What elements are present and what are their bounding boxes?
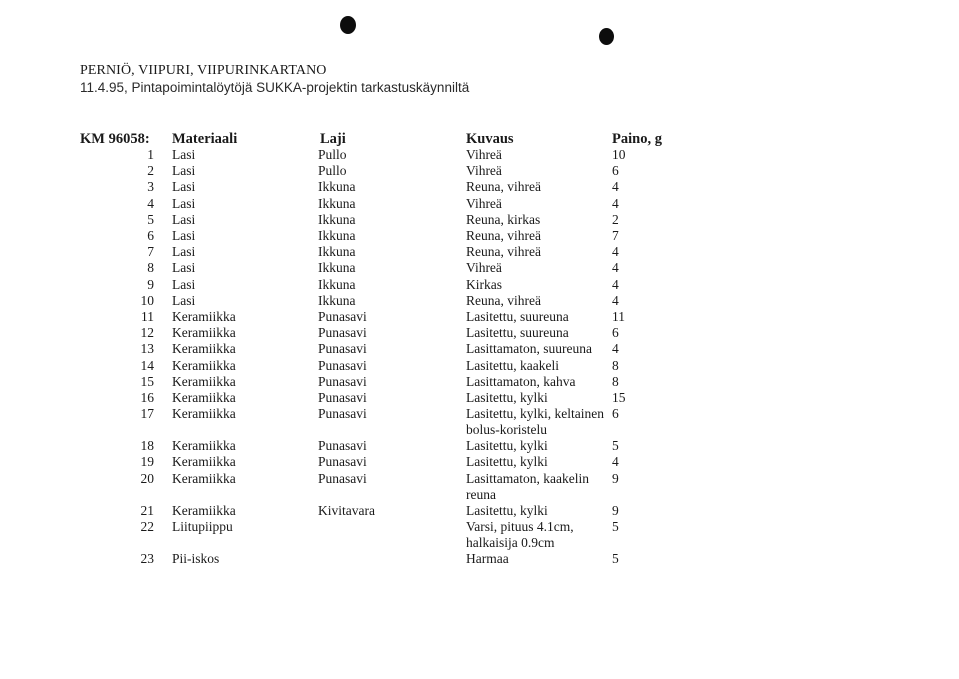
material-cell: Keramiikka <box>172 373 236 389</box>
type-cell: Punasavi <box>318 390 367 405</box>
material-cell: Keramiikka <box>172 357 236 373</box>
description-cell: Lasitettu, kylki <box>466 502 548 518</box>
description-continuation-cell: reuna <box>466 486 496 502</box>
description-cell: Vihreä <box>466 147 502 162</box>
row-number: 19 <box>140 454 154 470</box>
row-number: 9 <box>147 276 154 292</box>
weight-cell: 7 <box>612 228 619 243</box>
material-cell: Keramiikka <box>172 390 236 405</box>
row-number: 5 <box>147 211 154 227</box>
weight-cell: 10 <box>612 147 626 162</box>
type-cell: Kivitavara <box>318 502 375 518</box>
type-cell: Ikkuna <box>318 211 356 227</box>
description-cell: Vihreä <box>466 195 502 211</box>
row-number: 18 <box>140 438 154 454</box>
column-header-paino: Paino, g <box>612 131 662 147</box>
row-number: 2 <box>147 163 154 179</box>
row-number: 8 <box>147 260 154 276</box>
material-cell: Lasi <box>172 260 196 276</box>
row-number: 1 <box>147 147 154 162</box>
row-number: 16 <box>140 390 154 405</box>
catalog-label: KM 96058: <box>80 131 150 147</box>
material-cell: Lasi <box>172 179 196 195</box>
description-cell: Lasittamaton, kahva <box>466 373 576 389</box>
material-cell: Lasi <box>172 244 196 260</box>
weight-cell: 4 <box>612 341 619 357</box>
type-cell: Pullo <box>318 147 347 162</box>
row-number: 20 <box>140 470 154 486</box>
material-cell: Lasi <box>172 195 196 211</box>
material-cell: Keramiikka <box>172 309 236 324</box>
material-cell: Keramiikka <box>172 325 236 341</box>
description-cell: Lasitettu, suureuna <box>466 309 569 324</box>
material-cell: Keramiikka <box>172 341 236 357</box>
page-subtitle: 11.4.95, Pintapoimintalöytöjä SUKKA-projektin tarkastuskäynniltä <box>80 80 470 95</box>
description-cell: Lasittamaton, kaakelin <box>466 470 589 486</box>
weight-cell: 5 <box>612 518 619 534</box>
material-cell: Lasi <box>172 276 196 292</box>
material-cell: Pii-iskos <box>172 550 220 566</box>
description-cell: Lasitettu, kylki <box>466 390 548 405</box>
column-header-kuvaus: Kuvaus <box>466 131 514 147</box>
description-cell: Reuna, vihreä <box>466 228 541 243</box>
material-cell: Lasi <box>172 163 196 179</box>
type-cell: Ikkuna <box>318 179 356 195</box>
row-number: 6 <box>147 228 154 243</box>
weight-cell: 4 <box>612 244 619 260</box>
weight-cell: 8 <box>612 373 619 389</box>
material-cell: Keramiikka <box>172 502 236 518</box>
description-cell: Lasitettu, suureuna <box>466 325 569 341</box>
description-cell: Reuna, vihreä <box>466 179 541 195</box>
row-number: 10 <box>140 292 154 308</box>
material-cell: Keramiikka <box>172 438 236 454</box>
punch-hole-right <box>599 28 614 45</box>
row-number: 12 <box>140 325 154 341</box>
weight-cell: 15 <box>612 390 626 405</box>
row-number: 4 <box>147 195 154 211</box>
material-cell: Keramiikka <box>172 406 236 422</box>
type-cell: Punasavi <box>318 454 367 470</box>
row-number: 14 <box>140 357 154 373</box>
type-cell: Punasavi <box>318 373 367 389</box>
weight-cell: 5 <box>612 550 619 566</box>
row-number: 11 <box>141 309 154 324</box>
weight-cell: 4 <box>612 260 619 276</box>
type-cell: Punasavi <box>318 406 367 422</box>
material-cell: Lasi <box>172 228 196 243</box>
type-cell: Ikkuna <box>318 260 356 276</box>
page-title: PERNIÖ, VIIPURI, VIIPURINKARTANO <box>80 63 327 78</box>
description-cell: Harmaa <box>466 550 509 566</box>
type-cell: Ikkuna <box>318 228 356 243</box>
weight-cell: 4 <box>612 454 619 470</box>
column-header-laji: Laji <box>320 131 346 147</box>
description-cell: Lasitettu, kaakeli <box>466 357 559 373</box>
type-cell: Ikkuna <box>318 244 356 260</box>
description-continuation-cell: bolus-koristelu <box>466 422 547 438</box>
description-cell: Vihreä <box>466 163 502 179</box>
material-cell: Keramiikka <box>172 454 236 470</box>
type-cell: Punasavi <box>318 325 367 341</box>
material-cell: Lasi <box>172 147 196 162</box>
type-cell: Punasavi <box>318 438 367 454</box>
row-number: 22 <box>140 518 154 534</box>
row-number: 13 <box>140 341 154 357</box>
description-continuation-cell: halkaisija 0.9cm <box>466 534 555 550</box>
type-cell: Punasavi <box>318 309 367 324</box>
type-cell: Punasavi <box>318 341 367 357</box>
row-number: 21 <box>140 502 154 518</box>
type-cell: Ikkuna <box>318 292 356 308</box>
row-number: 15 <box>140 373 154 389</box>
punch-hole-left <box>340 16 356 34</box>
type-cell: Ikkuna <box>318 195 356 211</box>
weight-cell: 6 <box>612 163 619 179</box>
material-cell: Lasi <box>172 211 196 227</box>
weight-cell: 8 <box>612 357 619 373</box>
weight-cell: 9 <box>612 470 619 486</box>
description-cell: Vihreä <box>466 260 502 276</box>
description-cell: Reuna, vihreä <box>466 244 541 260</box>
description-cell: Kirkas <box>466 276 502 292</box>
description-cell: Lasitettu, kylki <box>466 454 548 470</box>
column-header-materiaali: Materiaali <box>172 131 238 147</box>
type-cell: Ikkuna <box>318 276 356 292</box>
type-cell: Pullo <box>318 163 347 179</box>
weight-cell: 9 <box>612 502 619 518</box>
weight-cell: 6 <box>612 325 619 341</box>
material-cell: Keramiikka <box>172 470 236 486</box>
description-cell: Reuna, kirkas <box>466 211 541 227</box>
row-number: 3 <box>147 179 154 195</box>
type-cell: Punasavi <box>318 357 367 373</box>
row-number: 17 <box>140 406 154 422</box>
description-cell: Reuna, vihreä <box>466 292 541 308</box>
description-cell: Lasitettu, kylki <box>466 438 548 454</box>
row-number: 23 <box>140 550 154 566</box>
weight-cell: 6 <box>612 406 619 422</box>
description-cell: Lasittamaton, suureuna <box>466 341 592 357</box>
description-cell: Varsi, pituus 4.1cm, <box>466 518 574 534</box>
weight-cell: 4 <box>612 195 619 211</box>
weight-cell: 11 <box>612 309 625 324</box>
weight-cell: 5 <box>612 438 619 454</box>
material-cell: Liitupiippu <box>172 518 233 534</box>
type-cell: Punasavi <box>318 470 367 486</box>
weight-cell: 4 <box>612 179 619 195</box>
weight-cell: 2 <box>612 211 619 227</box>
weight-cell: 4 <box>612 276 619 292</box>
row-number: 7 <box>147 244 154 260</box>
material-cell: Lasi <box>172 292 196 308</box>
description-cell: Lasitettu, kylki, keltainen <box>466 406 604 422</box>
weight-cell: 4 <box>612 292 619 308</box>
